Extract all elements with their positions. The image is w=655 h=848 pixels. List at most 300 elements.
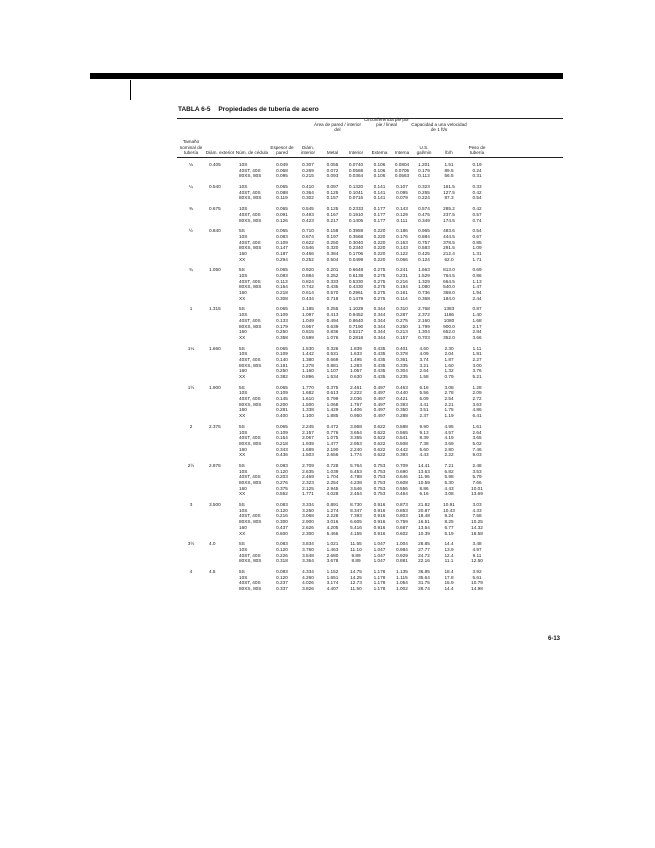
wall-thickness: 0.083 — [276, 568, 288, 574]
gpm-capacity: 0.323 — [418, 184, 430, 190]
inside-area: 11.55 — [350, 541, 362, 547]
metal-area: 0.413 — [326, 312, 339, 318]
gpm-capacity: 3.74 — [419, 356, 429, 362]
metal-area: 4.407 — [326, 586, 339, 591]
internal-circumference: 0.250 — [396, 323, 408, 329]
metal-area: 3.678 — [326, 558, 339, 564]
external-circumference: 1.178 — [373, 580, 386, 586]
gpm-capacity: 1.663 — [418, 267, 430, 273]
wall-thickness: 0.109 — [276, 312, 288, 318]
metal-area: 1.429 — [326, 407, 339, 413]
schedule: XX — [239, 413, 246, 419]
pipe-weight: 10.01 — [471, 485, 483, 491]
metal-area: 0.333 — [326, 278, 339, 284]
external-circumference: 0.344 — [373, 317, 386, 323]
schedule: 80XS, 80S — [239, 173, 262, 179]
lbh-capacity: 89.5 — [444, 167, 454, 173]
inside-area: 0.0568 — [348, 167, 364, 173]
pipe-weight: 9.03 — [472, 452, 482, 458]
internal-circumference: 0.565 — [396, 429, 408, 435]
inside-area: 5.416 — [350, 524, 362, 530]
inside-diameter: 0.920 — [302, 267, 314, 273]
lbh-capacity: 1.75 — [444, 407, 454, 413]
external-circumference: 0.753 — [373, 462, 386, 468]
inside-area: 8.89 — [351, 558, 361, 564]
size-group — [177, 463, 563, 502]
external-circumference: 0.497 — [373, 401, 386, 407]
wall-thickness: 0.187 — [276, 250, 288, 256]
schedule: 40ST, 40S — [239, 435, 261, 441]
metal-area: 0.718 — [326, 295, 339, 301]
metal-area: 0.531 — [326, 351, 339, 357]
inside-diameter: 1.530 — [302, 345, 314, 351]
gpm-capacity: 28.74 — [418, 586, 430, 591]
outside-diameter: 2.875 — [209, 462, 221, 468]
gpm-capacity: 1.304 — [418, 329, 430, 335]
wall-thickness: 0.095 — [276, 173, 288, 179]
outside-diameter: 0.840 — [209, 228, 221, 234]
metal-area: 0.217 — [326, 217, 339, 223]
gpm-capacity: 14.41 — [418, 462, 430, 468]
nominal-size: ¼ — [189, 184, 193, 190]
inside-area: 2.461 — [350, 384, 362, 390]
metal-area: 3.016 — [326, 519, 339, 525]
inside-diameter: 0.546 — [302, 245, 314, 251]
internal-circumference: 0.231 — [396, 273, 408, 278]
schedule: 10S — [239, 507, 248, 513]
inside-area: 1.839 — [350, 345, 362, 351]
lbh-capacity: 1186 — [443, 312, 455, 318]
pipe-weight: 0.86 — [472, 273, 482, 278]
size-group — [177, 385, 563, 424]
wall-thickness: 0.436 — [276, 452, 288, 458]
internal-circumference: 0.393 — [396, 452, 408, 458]
inside-diameter: 2.635 — [302, 468, 314, 474]
size-group — [177, 346, 563, 385]
gpm-capacity: 0.703 — [418, 334, 430, 340]
wall-thickness: 0.083 — [276, 462, 288, 468]
inside-diameter: 0.622 — [302, 239, 314, 245]
schedule: 80XS, 80S — [239, 217, 262, 223]
lbh-capacity: 4.95 — [444, 423, 454, 429]
schedule: 10S — [239, 574, 248, 580]
inside-area: 0.6138 — [348, 273, 364, 278]
inside-area: 5.453 — [350, 468, 362, 474]
lbh-capacity: 2.80 — [444, 446, 454, 452]
internal-circumference: 0.241 — [396, 267, 408, 273]
gpm-capacity: 1.799 — [418, 323, 430, 329]
gpm-capacity: 3.51 — [419, 407, 429, 413]
pipe-weight: 3.00 — [472, 362, 482, 368]
schedule: 160 — [239, 329, 247, 335]
wall-thickness: 0.109 — [276, 390, 288, 396]
column-header — [321, 119, 344, 157]
lbh-capacity: 87.3 — [444, 195, 454, 201]
pipe-weight: 10.79 — [471, 580, 483, 586]
size-group — [177, 569, 563, 597]
inside-area: 14.25 — [350, 574, 362, 580]
outside-diameter: 1.900 — [209, 384, 221, 390]
internal-circumference: 0.0563 — [394, 173, 410, 179]
external-circumference: 0.916 — [373, 513, 386, 519]
schedule: 10S — [239, 429, 248, 435]
gpm-capacity: 1.58 — [419, 374, 429, 379]
metal-area: 2.656 — [326, 452, 339, 458]
inside-diameter: 0.674 — [302, 233, 314, 239]
pipe-weight: 3.92 — [472, 568, 482, 574]
wall-thickness: 0.065 — [276, 423, 288, 429]
column-header-label: Interna — [394, 149, 410, 155]
lbh-capacity: 368.0 — [443, 290, 455, 296]
gpm-capacity: 1.529 — [418, 273, 430, 278]
nominal-size: ½ — [189, 228, 193, 234]
wall-thickness: 0.218 — [276, 440, 288, 446]
inside-area: 0.5217 — [348, 329, 364, 335]
inside-area: 0.1041 — [348, 189, 364, 195]
wall-thickness: 0.216 — [276, 513, 288, 519]
metal-area: 1.107 — [326, 368, 339, 374]
column-header — [295, 119, 321, 157]
nominal-size: 3½ — [187, 541, 195, 547]
gpm-capacity: 31.75 — [418, 580, 430, 586]
lbh-capacity: 184.0 — [443, 295, 455, 301]
inside-diameter: 1.689 — [302, 446, 314, 452]
metal-area: 0.167 — [326, 211, 339, 217]
pipe-weight: 3.48 — [472, 541, 482, 547]
lbh-capacity: 3.69 — [444, 440, 454, 446]
schedule: 40ST, 40S — [239, 396, 261, 402]
internal-circumference: 0.984 — [396, 546, 408, 552]
metal-area: 0.570 — [326, 290, 339, 296]
inside-area: 0.0716 — [348, 195, 364, 201]
column-header-label: Externa — [371, 149, 388, 155]
inside-diameter: 1.160 — [302, 368, 314, 374]
column-header — [463, 119, 491, 157]
inside-area: 0.1706 — [348, 250, 364, 256]
wall-thickness: 0.120 — [276, 468, 288, 474]
wall-thickness: 0.203 — [276, 474, 288, 480]
lbh-capacity: 8.25 — [444, 519, 454, 525]
pipe-weight: 14.32 — [471, 524, 483, 530]
internal-circumference: 0.0705 — [394, 167, 410, 173]
pipe-weight: 4.86 — [472, 407, 482, 413]
metal-area: 1.463 — [326, 546, 339, 552]
internal-circumference: 0.440 — [396, 390, 408, 396]
schedule: 80XS, 80S — [239, 586, 262, 591]
outside-diameter: 1.050 — [209, 267, 221, 273]
schedule: 80XS, 80S — [239, 519, 262, 525]
group-header-area: Área de pared / interior del — [314, 122, 361, 132]
inside-area: 2.222 — [350, 390, 362, 396]
gpm-capacity: 4.60 — [419, 345, 429, 351]
gpm-capacity: 0.965 — [418, 228, 430, 234]
schedule: 80XS, 80S — [239, 558, 262, 564]
pipe-weight: 0.33 — [472, 184, 482, 190]
pipe-weight: 2.09 — [472, 390, 482, 396]
external-circumference: 0.435 — [373, 356, 386, 362]
external-circumference: 1.178 — [373, 574, 386, 580]
inside-diameter: 2.300 — [302, 530, 314, 536]
schedule: 40ST, 40S — [239, 317, 261, 323]
inside-diameter: 0.742 — [302, 284, 314, 290]
lbh-capacity: 900.0 — [443, 323, 455, 329]
schedule: 10S — [239, 390, 248, 396]
lbh-capacity: 4.43 — [444, 485, 454, 491]
lbh-capacity: 3.08 — [444, 384, 454, 390]
internal-circumference: 0.143 — [396, 206, 408, 212]
size-group — [177, 162, 563, 184]
table-title — [178, 106, 319, 113]
inside-area: 12.73 — [350, 580, 362, 586]
inside-diameter: 1.097 — [302, 312, 314, 318]
wall-thickness: 0.120 — [276, 574, 288, 580]
lbh-capacity: 17.8 — [444, 574, 454, 580]
wall-thickness: 0.552 — [276, 491, 288, 497]
metal-area: 0.504 — [326, 256, 339, 262]
lbh-capacity: 1.60 — [444, 362, 454, 368]
external-circumference: 0.220 — [373, 239, 386, 245]
table-header — [177, 119, 563, 157]
pipe-weight: 0.24 — [472, 167, 482, 173]
external-circumference: 0.622 — [373, 452, 386, 458]
internal-circumference: 0.310 — [396, 306, 408, 312]
gpm-capacity: 35.64 — [418, 574, 430, 580]
wall-thickness: 0.068 — [276, 167, 288, 173]
wall-thickness: 0.226 — [276, 552, 288, 558]
lbh-capacity: 161.5 — [443, 184, 455, 190]
column-header — [368, 119, 391, 157]
pipe-weight: 0.31 — [472, 173, 482, 179]
metal-area: 0.836 — [326, 329, 339, 335]
nominal-size: 3 — [189, 502, 193, 508]
metal-area: 0.157 — [326, 195, 339, 201]
metal-area: 1.885 — [326, 413, 339, 419]
gpm-capacity: 10.39 — [418, 530, 430, 536]
pipe-weight: 1.68 — [472, 317, 482, 323]
inside-area: 3.546 — [350, 485, 362, 491]
external-circumference: 0.220 — [373, 233, 386, 239]
internal-circumference: 0.066 — [396, 256, 408, 262]
wall-thickness: 0.065 — [276, 184, 288, 190]
gpm-capacity: 0.884 — [418, 233, 430, 239]
wall-thickness: 0.145 — [276, 396, 288, 402]
column-header — [391, 119, 413, 157]
column-header — [235, 119, 269, 157]
metal-area: 1.651 — [326, 574, 339, 580]
gpm-capacity: 27.77 — [418, 546, 430, 552]
internal-circumference: 1.135 — [396, 568, 408, 574]
pipe-weight: 2.17 — [472, 323, 482, 329]
lbh-capacity: 1383 — [443, 306, 455, 312]
size-group — [177, 502, 563, 541]
internal-circumference: 0.853 — [396, 507, 408, 513]
schedule: XX — [239, 530, 246, 536]
nominal-size: 4 — [189, 568, 193, 574]
inside-area: 8.730 — [350, 502, 362, 508]
inside-diameter: 0.545 — [302, 206, 314, 212]
wall-thickness: 0.113 — [276, 278, 288, 284]
page-number: 6-13 — [548, 636, 561, 642]
metal-area: 0.326 — [326, 345, 339, 351]
metal-area: 5.466 — [326, 530, 339, 536]
lbh-capacity: 813.0 — [443, 267, 455, 273]
inside-diameter: 0.434 — [302, 295, 314, 301]
inside-area: 0.9452 — [348, 312, 364, 318]
inside-diameter: 3.760 — [302, 546, 314, 552]
inside-diameter: 3.826 — [302, 586, 314, 591]
inside-diameter: 0.307 — [302, 162, 314, 167]
pipe-weight: 3.76 — [472, 368, 482, 374]
gpm-capacity: 9.13 — [419, 429, 429, 435]
external-circumference: 0.344 — [373, 329, 386, 335]
external-circumference: 0.141 — [373, 189, 386, 195]
pipe-weight: 0.69 — [472, 267, 482, 273]
inside-diameter: 1.610 — [302, 396, 314, 402]
external-circumference: 0.275 — [373, 290, 386, 296]
schedule: 10S — [239, 273, 248, 278]
nominal-size: ⅜ — [189, 206, 193, 212]
schedule: 5S — [239, 462, 245, 468]
internal-circumference: 0.114 — [396, 295, 408, 301]
pipe-weight: 10.25 — [471, 519, 483, 525]
lbh-capacity: 2.22 — [444, 452, 454, 458]
metal-area: 0.799 — [326, 396, 339, 402]
gpm-capacity: 4.41 — [419, 401, 429, 407]
schedule: 10S — [239, 206, 248, 212]
lbh-capacity: 2.21 — [444, 401, 454, 407]
size-group — [177, 184, 563, 206]
inside-area: 0.0499 — [348, 256, 364, 262]
wall-thickness: 0.065 — [276, 384, 288, 390]
inside-diameter: 0.710 — [302, 228, 314, 234]
external-circumference: 0.916 — [373, 524, 386, 530]
lbh-capacity: 18.4 — [444, 568, 454, 574]
external-circumference: 0.141 — [373, 195, 386, 201]
metal-area: 2.254 — [326, 480, 339, 485]
lbh-capacity: 237.5 — [443, 211, 455, 217]
inside-area: 1.774 — [350, 452, 362, 458]
inside-diameter: 3.548 — [302, 552, 314, 558]
lbh-capacity: 127.5 — [443, 189, 455, 195]
gpm-capacity: 0.113 — [418, 173, 430, 179]
internal-circumference: 0.759 — [396, 519, 408, 525]
wall-thickness: 0.294 — [276, 256, 288, 262]
schedule: 10S — [239, 184, 248, 190]
internal-circumference: 0.122 — [396, 250, 408, 256]
pipe-weight: 3.03 — [472, 502, 482, 508]
metal-area: 0.125 — [326, 206, 339, 212]
internal-circumference: 0.304 — [396, 368, 408, 374]
inside-area: 2.953 — [350, 440, 362, 446]
gpm-capacity: 2.372 — [418, 312, 430, 318]
external-circumference: 0.344 — [373, 306, 386, 312]
wall-thickness: 0.337 — [276, 586, 288, 591]
internal-circumference: 0.881 — [396, 558, 408, 564]
metal-area: 0.252 — [326, 273, 339, 278]
pipe-weight: 4.33 — [472, 507, 482, 513]
wall-thickness: 0.083 — [276, 273, 288, 278]
inside-diameter: 0.364 — [302, 189, 314, 195]
external-circumference: 0.622 — [373, 440, 386, 446]
external-circumference: 0.916 — [373, 507, 386, 513]
table-body — [177, 158, 563, 597]
wall-thickness: 0.237 — [276, 580, 288, 586]
external-circumference: 0.753 — [373, 480, 386, 485]
lbh-capacity: 9.24 — [444, 513, 454, 519]
internal-circumference: 0.401 — [396, 345, 408, 351]
external-circumference: 1.047 — [373, 558, 386, 564]
inside-area: 0.8640 — [348, 317, 364, 323]
lbh-capacity: 5.98 — [444, 474, 454, 480]
external-circumference: 0.106 — [373, 173, 386, 179]
gpm-capacity: 20.87 — [418, 507, 430, 513]
internal-circumference: 1.054 — [396, 580, 408, 586]
metal-area: 0.613 — [326, 390, 339, 396]
size-group — [177, 306, 563, 345]
inside-area: 2.464 — [350, 491, 362, 497]
column-header-label: Tamaño nominal de tubería — [179, 139, 203, 155]
inside-diameter: 3.364 — [302, 558, 314, 564]
metal-area: 1.075 — [326, 435, 339, 441]
schedule: 160 — [239, 524, 247, 530]
gpm-capacity: 10.59 — [418, 480, 430, 485]
internal-circumference: 0.608 — [396, 480, 408, 485]
wall-thickness: 0.083 — [276, 541, 288, 547]
external-circumference: 0.916 — [373, 530, 386, 536]
internal-circumference: 0.690 — [396, 468, 408, 474]
schedule: 80XS, 80S — [239, 480, 262, 485]
lbh-capacity: 2.04 — [444, 351, 454, 357]
gpm-capacity: 22.16 — [418, 558, 430, 564]
external-circumference: 0.177 — [373, 211, 386, 217]
external-circumference: 0.106 — [373, 167, 386, 173]
lbh-capacity: 378.5 — [443, 239, 455, 245]
inside-area: 0.0364 — [348, 173, 364, 179]
steel-pipe-table — [177, 118, 563, 597]
internal-circumference: 0.350 — [396, 407, 408, 413]
gpm-capacity: 4.09 — [419, 351, 429, 357]
pipe-weight: 5.02 — [472, 440, 482, 446]
pipe-weight: 1.94 — [472, 290, 482, 296]
inside-diameter: 0.896 — [302, 374, 314, 379]
inside-diameter: 1.770 — [302, 384, 314, 390]
size-group — [177, 424, 563, 463]
inside-diameter: 0.466 — [302, 250, 314, 256]
inside-diameter: 0.815 — [302, 329, 314, 335]
wall-thickness: 0.119 — [276, 195, 288, 201]
schedule: 5S — [239, 228, 245, 234]
internal-circumference: 0.216 — [396, 278, 408, 284]
external-circumference: 0.622 — [373, 423, 386, 429]
gpm-capacity: 13.54 — [418, 524, 430, 530]
external-circumference: 0.435 — [373, 374, 386, 379]
schedule: 5S — [239, 541, 245, 547]
inside-area: 1.283 — [350, 362, 362, 368]
inside-diameter: 1.771 — [302, 491, 314, 497]
metal-area: 0.320 — [326, 245, 339, 251]
pipe-weight: 0.67 — [472, 233, 482, 239]
lbh-capacity: 7.21 — [444, 462, 454, 468]
wall-thickness: 0.300 — [276, 519, 288, 525]
lbh-capacity: 4.19 — [444, 435, 454, 441]
inside-diameter: 2.626 — [302, 524, 314, 530]
metal-area: 0.891 — [326, 502, 339, 508]
schedule: XX — [239, 334, 246, 340]
internal-circumference: 1.115 — [396, 574, 408, 580]
pipe-weight: 3.63 — [472, 401, 482, 407]
schedule: 40ST, 40S — [239, 278, 261, 284]
inside-diameter: 0.824 — [302, 278, 314, 284]
